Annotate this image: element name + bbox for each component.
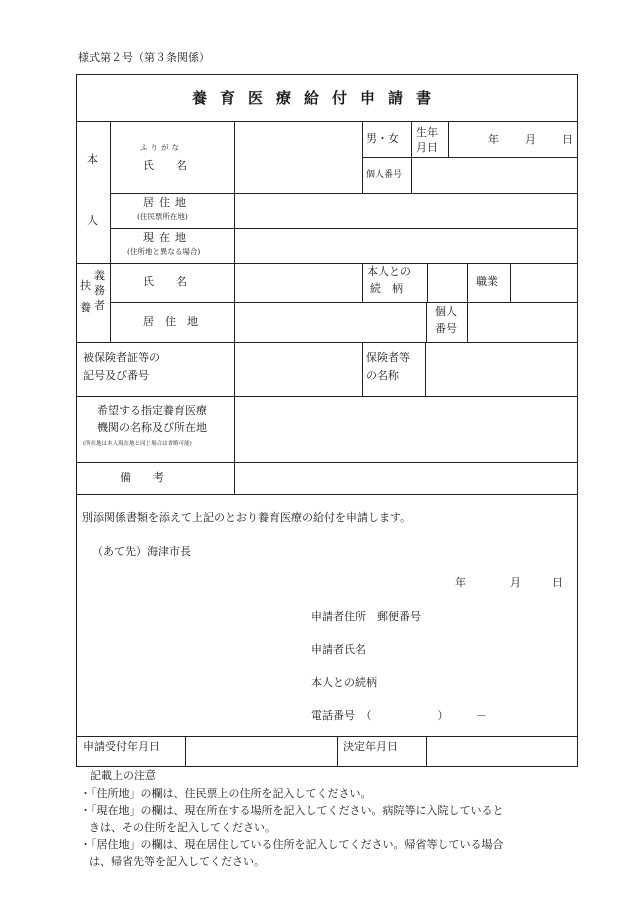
divider <box>411 121 412 193</box>
residence-note: (住民票所在地) <box>137 212 188 221</box>
divider <box>362 157 578 158</box>
divider <box>76 342 578 343</box>
note-item: ・「住所地」の欄は、住民票上の住所を記入してください。 <box>80 787 372 800</box>
divider <box>467 263 468 342</box>
divider <box>362 121 363 193</box>
divider <box>448 121 449 157</box>
birth-day: 日 <box>562 133 573 146</box>
divider <box>110 193 578 194</box>
divider <box>337 736 338 767</box>
application-date-day: 日 <box>552 576 563 589</box>
form-title: 養育医療給付申請書 <box>192 89 445 107</box>
divider <box>76 736 578 737</box>
divider <box>510 263 511 302</box>
note-item: は、帰省先等を記入してください。 <box>89 855 265 868</box>
insurance-card-label: 被保険者証等の <box>83 351 160 364</box>
divider <box>110 228 578 229</box>
person-side-label: 人 <box>87 214 98 227</box>
gender-field[interactable]: 男・女 <box>366 132 399 145</box>
note-item: きは、その住所を記入してください。 <box>89 821 276 834</box>
relation-label: 続 柄 <box>370 282 403 295</box>
guardian-side-label: 義 <box>94 269 105 282</box>
insurer-label: 保険者等 <box>366 351 410 364</box>
divider <box>425 342 426 396</box>
insurer-label: の名称 <box>366 369 399 382</box>
person-side-label: 本 <box>87 153 98 166</box>
guardian-name-label: 氏 名 <box>143 275 187 288</box>
name-label: 氏 名 <box>143 159 187 172</box>
guardian-side-label: 扶 <box>80 279 91 292</box>
divider <box>76 121 578 122</box>
guardian-side-label: 務 <box>94 284 105 297</box>
note-item: ・「現在地」の欄は、現在所在する場所を記入してください。病院等に入院していると <box>80 804 504 817</box>
note-item: ・「居住地」の欄は、現在居住している住所を記入してください。帰省等している場合 <box>80 838 504 851</box>
guardian-side-label: 養 <box>80 301 91 314</box>
divider <box>110 302 578 303</box>
job-label: 職業 <box>476 275 498 288</box>
divider <box>362 342 363 396</box>
decided-date-label: 決定年月日 <box>343 740 398 753</box>
guardian-my-number-label: 個人 <box>435 305 457 318</box>
divider <box>426 736 427 767</box>
hospital-label: 機関の名称及び所在地 <box>97 421 207 434</box>
applicant-relation-label: 本人との続柄 <box>311 676 377 689</box>
guardian-my-number-label: 番号 <box>435 322 457 335</box>
birth-month: 月 <box>525 133 536 146</box>
divider <box>362 263 363 302</box>
birth-year: 年 <box>488 133 499 146</box>
residence-label: 居住地 <box>143 196 191 209</box>
furigana-label: ふりがな <box>140 143 182 152</box>
addressee: （あて先）海津市長 <box>92 545 191 558</box>
guardian-side-label: 者 <box>94 299 105 312</box>
hospital-note: (所在地は本人現在地と同じ場合は省略可能) <box>83 441 192 447</box>
divider <box>426 302 427 342</box>
divider <box>76 494 578 495</box>
application-date-year: 年 <box>455 576 466 589</box>
notes-heading: 記載上の注意 <box>90 769 156 782</box>
my-number-label: 個人番号 <box>366 170 403 180</box>
applicant-phone-label: 電話番号 （ ） － <box>311 709 487 722</box>
guardian-address-label: 居 住 地 <box>143 315 198 328</box>
hospital-label: 希望する指定養育医療 <box>97 404 207 417</box>
form-number: 様式第２号（第３条関係） <box>78 51 210 64</box>
current-location-label: 現在地 <box>143 231 191 244</box>
birth-label: 生年月日 <box>416 126 438 154</box>
remarks-label: 備 考 <box>120 471 164 484</box>
applicant-name-label: 申請者氏名 <box>311 643 366 656</box>
divider <box>185 736 186 767</box>
divider <box>76 396 578 397</box>
applicant-address-label: 申請者住所 郵便番号 <box>311 610 421 623</box>
application-statement: 別添関係書類を添えて上記のとおり養育医療の給付を申請します。 <box>82 511 412 524</box>
divider <box>76 263 578 264</box>
relation-label: 本人との <box>367 265 411 278</box>
current-location-note: (住所地と異なる場合) <box>127 247 201 256</box>
divider <box>76 462 578 463</box>
divider <box>234 121 235 494</box>
insurance-card-label: 記号及び番号 <box>83 369 149 382</box>
received-date-label: 申請受付年月日 <box>83 740 160 753</box>
application-date-month: 月 <box>510 576 521 589</box>
divider <box>427 263 428 302</box>
divider <box>110 121 111 342</box>
